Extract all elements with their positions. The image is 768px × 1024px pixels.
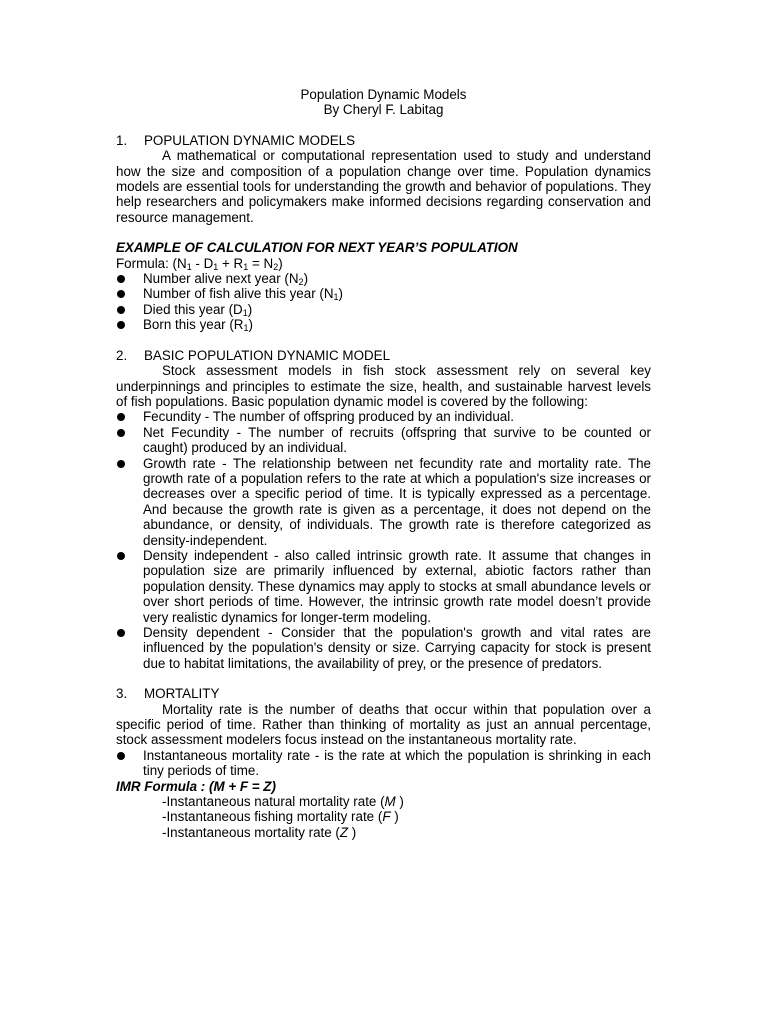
bullet-icon	[117, 460, 125, 468]
bullet-icon	[117, 321, 125, 329]
list-item: Born this year $(R_1)$	[116, 317, 651, 332]
section-1-number: 1.	[116, 132, 128, 148]
bullet-icon	[117, 306, 125, 314]
section-2-list	[116, 409, 651, 671]
section-3-number: 3.	[116, 686, 128, 702]
bullet-icon	[117, 429, 125, 437]
bullet-icon	[117, 629, 125, 637]
document-author: By Cheryl F. Labitag	[323, 102, 444, 118]
section-2-title: BASIC POPULATION DYNAMIC MODEL	[144, 347, 391, 363]
example-formula: Formula: $(N_1 - D_1 + R_1 = N_2)$	[116, 255, 283, 272]
bullet-icon	[117, 752, 125, 760]
section-1-title: POPULATION DYNAMIC MODELS	[144, 132, 356, 148]
example-variable-list	[116, 271, 651, 333]
section-2-number: 2.	[116, 347, 128, 363]
bullet-icon	[117, 275, 125, 283]
list-item: Fecundity - The number of offspring produced by an individual.	[116, 409, 651, 424]
section-3-heading	[116, 686, 651, 701]
bullet-icon	[117, 413, 125, 421]
imr-formula-heading: IMR Formula : (M + F = Z)	[116, 778, 276, 794]
list-item: Instantaneous mortality rate - is the rate at which the population is shrinking in each tiny periods of time.	[116, 748, 651, 779]
list-item: Density dependent - Consider that the population's growth and vital rates are influenced by the population's density or size. Carrying capacity for stock is present due to habitat limitations, the availability of prey, or the presence of predators.	[116, 625, 651, 671]
list-item: Number of fish alive this year $(N_1)$	[116, 286, 651, 301]
bullet-icon	[117, 290, 125, 298]
section-1-heading	[116, 133, 651, 148]
imr-item-natural: -Instantaneous natural mortality rate (M )	[162, 794, 404, 810]
imr-item-total: -Instantaneous mortality rate (Z )	[162, 824, 357, 840]
section-3-title: MORTALITY	[144, 686, 220, 702]
list-item: Died this year $(D_1)$	[116, 302, 651, 317]
imr-item-fishing: -Instantaneous fishing mortality rate (F )	[162, 809, 399, 825]
list-item: Number alive next year $(N_2)$	[116, 271, 651, 286]
list-item: Growth rate - The relationship between net fecundity rate and mortality rate. The growth rate of a population refers to the rate at which a population's size increases or decreases over a specific period of time. It is typically expressed as a percentage. And because the growth rate is given as a percentage, it does not depend on the abundance, or density, of individuals. The growth rate is therefore categorized as density-independent.	[116, 456, 651, 548]
document-title: Population Dynamic Models	[300, 87, 467, 102]
section-3-list	[116, 748, 651, 779]
section-2-paragraph: Stock assessment models in fish stock assessment rely on several key underpinnings and principles to estimate the size, health, and sustainable harvest levels of fish populations. Basic population dynamic model is covered by the following:	[116, 363, 651, 409]
document-body	[116, 87, 651, 840]
list-item: Density independent - also called intrinsic growth rate. It assume that changes in population size are primarily influenced by external, abiotic factors rather than population density. These dynamics may apply to stocks at small abundance levels or over short periods of time. However, the intrinsic growth rate model doesn’t provide very realistic dynamics for longer-term modeling.	[116, 548, 651, 625]
section-3-paragraph: Mortality rate is the number of deaths that occur within that population over a specific period of time. Rather than thinking of mortality as just an annual percentage, stock assessment modelers focus instead on the instantaneous mortality rate.	[116, 701, 651, 748]
example-heading: EXAMPLE OF CALCULATION FOR NEXT YEAR’S POPULATION	[116, 240, 518, 256]
list-item: Net Fecundity - The number of recruits (offspring that survive to be counted or caught) produced by an individual.	[116, 425, 651, 456]
bullet-icon	[117, 552, 125, 560]
section-2-heading	[116, 348, 651, 363]
section-1-paragraph: A mathematical or computational representation used to study and understand how the size and composition of a population change over time. Population dynamics models are essential tools for understanding the growth and behavior of populations. They help researchers and policymakers make informed decisions regarding conservation and resource management.	[116, 148, 651, 225]
